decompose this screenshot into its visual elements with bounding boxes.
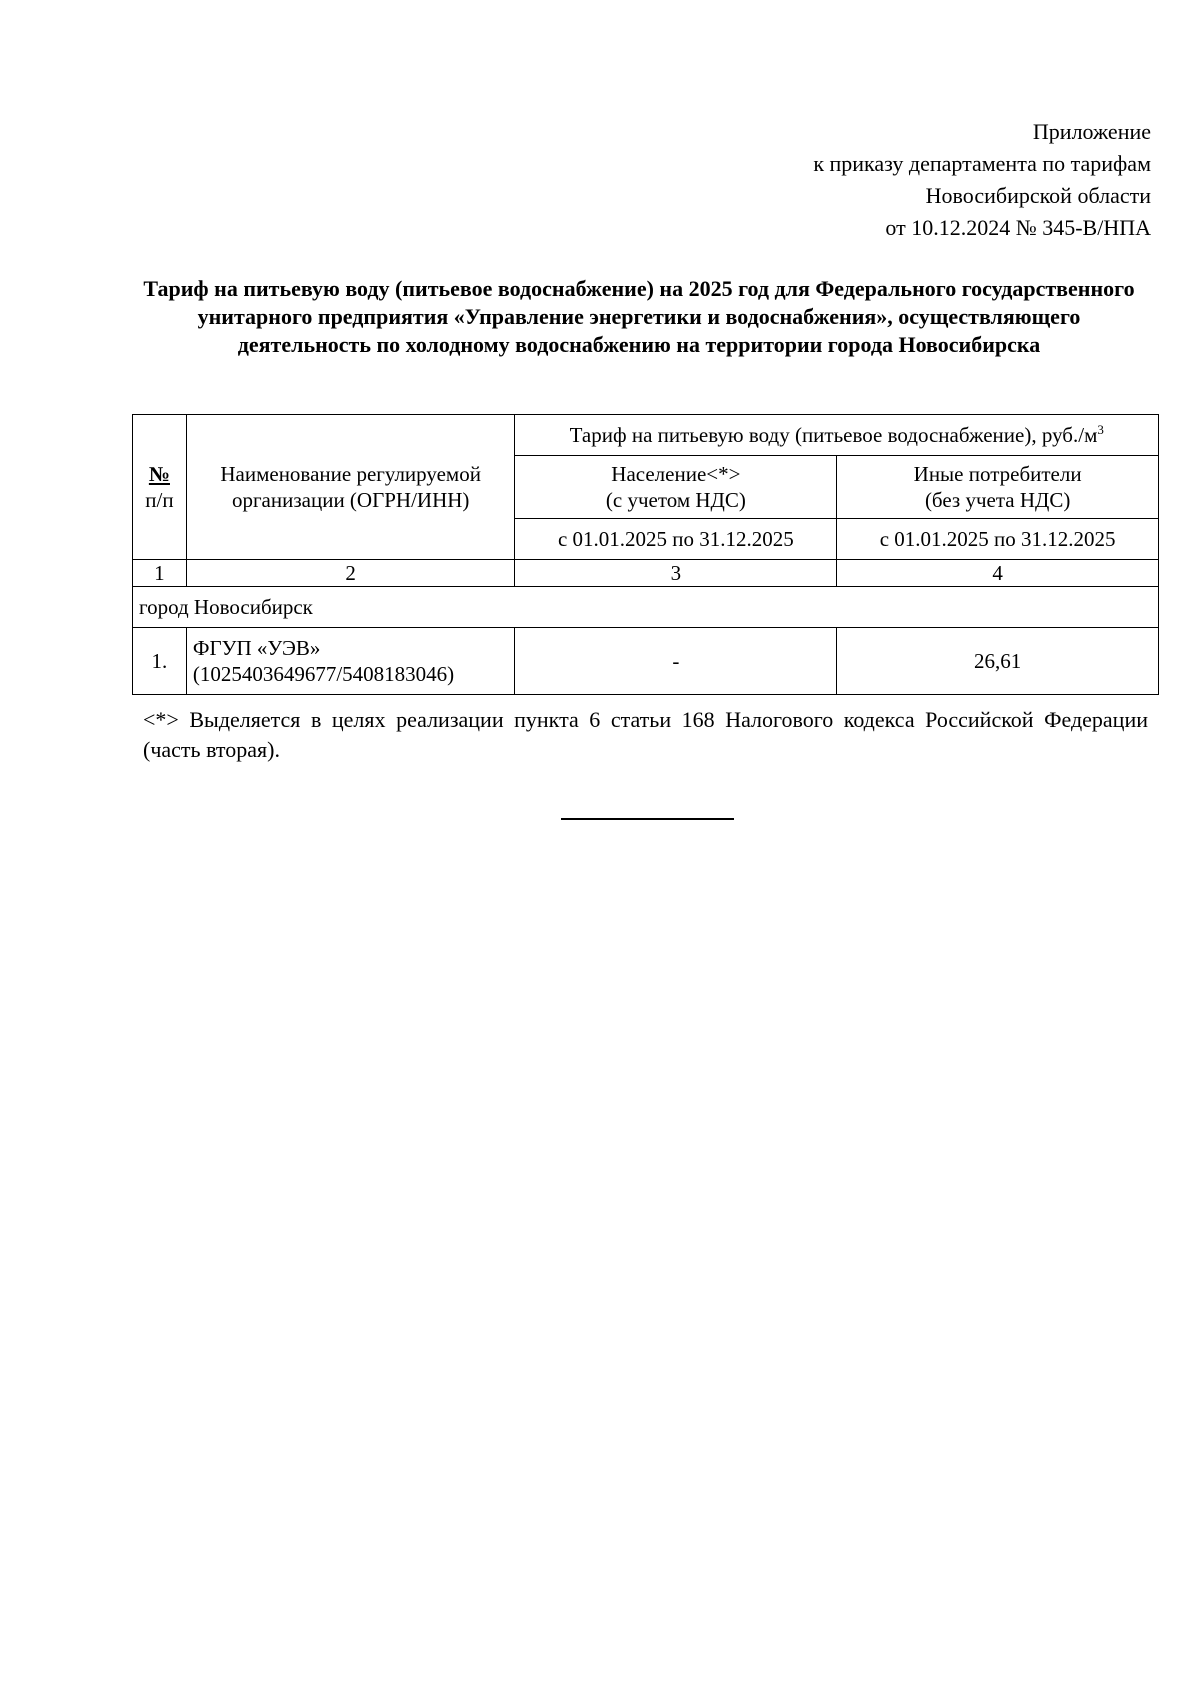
header-tariff-cell (515, 415, 1159, 456)
table-index-row (133, 560, 1159, 587)
row-number-cell: 1. (133, 628, 187, 695)
other-label: Иные потребители (913, 462, 1082, 486)
other-value-cell: 26,61 (837, 628, 1159, 695)
header-period-cell: с 01.01.2025 по 31.12.2025 (515, 519, 837, 560)
header-other-cell (837, 456, 1159, 519)
population-label: Население<*> (611, 462, 741, 486)
org-name: ФГУП «УЭВ» (192, 636, 321, 660)
tariff-header-text: Тариф на питьевую воду (питьевое водоснабжение), руб./м (569, 423, 1098, 447)
org-name-cell (186, 628, 515, 695)
header-name-cell: Наименование регулируемой организации (ОГРН/ИНН) (186, 415, 515, 560)
number-sign: № (148, 462, 170, 486)
table-city-row (133, 587, 1159, 628)
number-sub: п/п (145, 488, 174, 512)
index-cell: 3 (515, 560, 837, 587)
header-population-cell (515, 456, 837, 519)
appendix-line: от 10.12.2024 № 345-В/НПА (885, 215, 1151, 240)
table-row (133, 628, 1159, 695)
header-period-cell: с 01.01.2025 по 31.12.2025 (837, 519, 1159, 560)
table-header-row (133, 415, 1159, 456)
population-vat: (с учетом НДС) (605, 488, 746, 512)
index-cell: 1 (133, 560, 187, 587)
org-ids: (1025403649677/5408183046) (192, 662, 455, 686)
appendix-line: Приложение (1032, 119, 1151, 144)
tariff-table (132, 414, 1159, 695)
document-title: Тариф на питьевую воду (питьевое водоснабжение) на 2025 год для Федерального государственного унитарного предприятия «Управление энергетики и водоснабжения», осуществляющего деятельность по холодному водоснабжению на территории города Новосибирска (143, 276, 1135, 357)
footnote: <*> Выделяется в целях реализации пункта 6 статьи 168 Налогового кодекса Российской Федерации (часть вторая). (143, 707, 1148, 762)
other-vat: (без учета НДС) (924, 488, 1071, 512)
index-cell: 4 (837, 560, 1159, 587)
end-divider (561, 818, 734, 820)
index-cell: 2 (186, 560, 515, 587)
appendix-block (631, 116, 1151, 244)
tariff-header-sup: 3 (1097, 422, 1104, 437)
appendix-line: Новосибирской области (925, 183, 1151, 208)
population-value-cell: - (515, 628, 837, 695)
appendix-line: к приказу департамента по тарифам (813, 151, 1151, 176)
city-cell: город Новосибирск (133, 587, 1159, 628)
header-number-cell (133, 415, 187, 560)
